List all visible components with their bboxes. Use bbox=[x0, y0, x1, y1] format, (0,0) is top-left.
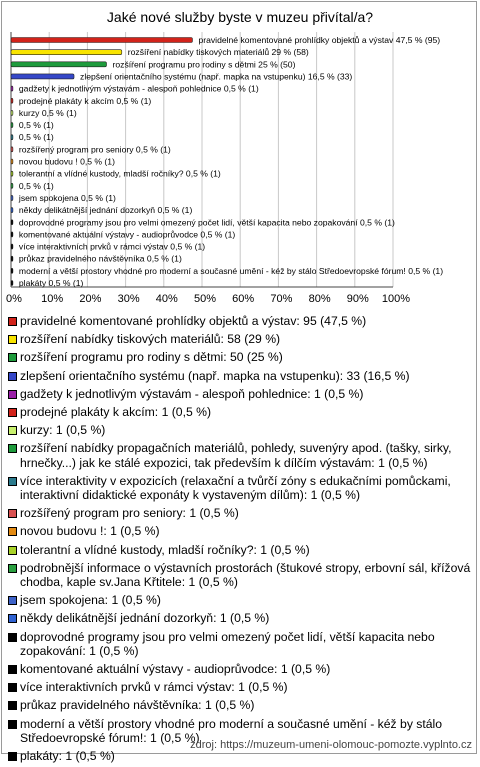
legend-label: jsem spokojena: 1 (0,5 %) bbox=[20, 593, 161, 608]
legend-item bbox=[8, 314, 472, 328]
bar bbox=[11, 135, 13, 140]
legend-label: prodejné plakáty k akcím: 1 (0,5 %) bbox=[20, 405, 212, 420]
legend-swatch bbox=[8, 477, 17, 486]
bar bbox=[11, 183, 13, 188]
x-tick-label: 20% bbox=[79, 293, 102, 305]
legend-swatch bbox=[8, 683, 17, 692]
bar bbox=[11, 256, 13, 261]
bar bbox=[11, 123, 13, 128]
bar-label: jsem spokojena 0,5 % (1) bbox=[18, 192, 116, 203]
bar bbox=[11, 147, 13, 152]
x-tick-label: 60% bbox=[232, 293, 255, 305]
bar-label: 0,5 % (1) bbox=[18, 180, 54, 191]
bar bbox=[11, 195, 13, 200]
bar-label: novou budovu ! 0,5 % (1) bbox=[18, 156, 115, 167]
legend-label: rozšíření nabídky tiskových materiálů: 58 (29 %) bbox=[20, 332, 281, 347]
legend-swatch bbox=[8, 564, 17, 573]
legend-label: pravidelné komentované prohlídky objektů a výstav: 95 (47,5 %) bbox=[20, 314, 367, 328]
bar-label: tolerantní a vlídné kustody, mladší ročníky? 0,5 % (1) bbox=[18, 168, 221, 179]
legend-item bbox=[8, 506, 472, 520]
bar-label: zlepšení orientačního systému (např. mapka na vstupenku) 16,5 % (33) bbox=[80, 71, 353, 82]
legend-swatch bbox=[8, 665, 17, 674]
legend-swatch bbox=[8, 390, 17, 399]
x-tick-label: 10% bbox=[41, 293, 64, 305]
legend-label: doprovodné programy jsou pro velmi omezený počet lidí, větší kapacita nebo zopakování: 1 (0,5 %) bbox=[20, 629, 435, 658]
legend-label: někdy delikátnější jednání dozorkyň: 1 (0,5 %) bbox=[20, 611, 270, 626]
bar-label: rozšíření nabídky tiskových materiálů 29 % (58) bbox=[127, 47, 309, 58]
bar bbox=[11, 244, 13, 249]
legend-item bbox=[8, 611, 472, 625]
legend-swatch bbox=[8, 720, 17, 729]
bar-label: 0,5 % (1) bbox=[18, 120, 54, 131]
bar bbox=[11, 110, 13, 115]
legend-swatch bbox=[8, 546, 17, 555]
legend-label: průkaz pravidelného návštěvníka: 1 (0,5 %) bbox=[20, 698, 255, 713]
bar bbox=[11, 50, 122, 55]
legend-swatch bbox=[8, 408, 17, 417]
legend-label: kurzy: 1 (0,5 %) bbox=[20, 423, 106, 438]
legend-swatch bbox=[8, 614, 17, 623]
x-tick-label: 70% bbox=[270, 293, 293, 305]
legend-item bbox=[8, 630, 472, 658]
bar bbox=[11, 171, 13, 176]
legend-item bbox=[8, 423, 472, 437]
legend-label: zlepšení orientačního systému (např. mapka na vstupenku): 33 (16,5 %) bbox=[20, 368, 410, 383]
legend-item bbox=[8, 387, 472, 401]
legend-label: plakáty: 1 (0,5 %) bbox=[20, 749, 115, 764]
bar bbox=[11, 208, 13, 213]
legend-swatch bbox=[8, 527, 17, 536]
legend bbox=[8, 314, 472, 767]
legend-label: rozšířený program pro seniory: 1 (0,5 %) bbox=[20, 506, 239, 521]
legend-swatch bbox=[8, 596, 17, 605]
bar-label: plakáty 0,5 % (1) bbox=[18, 278, 84, 288]
bar-label: 0,5 % (1) bbox=[18, 132, 54, 143]
bar-label: pravidelné komentované prohlídky objektů a výstav 47,5 % (95) bbox=[198, 35, 441, 45]
bar bbox=[11, 62, 107, 67]
bar-label: komentované aktuální výstavy - audioprůvodce 0,5 % (1) bbox=[18, 229, 236, 240]
legend-swatch bbox=[8, 509, 17, 518]
bar-label: doprovodné programy jsou pro velmi omezený počet lidí, větší kapacita nebo zopakování 0,5 % (1) bbox=[18, 217, 395, 228]
bar-label: rozšíření programu pro rodiny s dětmi 25 % (50) bbox=[112, 59, 296, 70]
bar bbox=[11, 98, 13, 103]
legend-label: rozšíření nabídky propagačních materiálů, pohledy, suvenýry apod. (tašky, sirky, hrnečky...) jak ke stálé expozici, tak především k dílčím výstavám: 1 (0,5 %) bbox=[20, 441, 452, 470]
source-note: zdroj: https://muzeum-umeni-olomouc-pomozte.vyplnto.cz bbox=[190, 739, 472, 751]
legend-swatch bbox=[8, 701, 17, 710]
legend-label: rozšíření programu pro rodiny s dětmi: 50 (25 %) bbox=[20, 350, 283, 365]
chart-title: Jaké nové služby byste v muzeu přivítal/a? bbox=[106, 9, 374, 25]
bar bbox=[11, 74, 74, 79]
bar-label: více interaktivních prvků v rámci výstav 0,5 % (1) bbox=[18, 241, 206, 252]
legend-swatch bbox=[8, 372, 17, 381]
legend-swatch bbox=[8, 335, 17, 344]
x-tick-label: 80% bbox=[308, 293, 331, 305]
legend-item bbox=[8, 698, 472, 712]
legend-item bbox=[8, 332, 472, 346]
legend-item bbox=[8, 524, 472, 538]
x-tick-label: 0% bbox=[6, 293, 22, 305]
bar bbox=[11, 232, 13, 237]
legend-item bbox=[8, 662, 472, 676]
bar-label: moderní a větší prostory vhodné pro moderní a současné umění - kéž by stálo Středoevropské fórum! 0,5 % (1) bbox=[18, 265, 444, 276]
legend-item bbox=[8, 561, 472, 589]
legend-swatch bbox=[8, 444, 17, 453]
bar bbox=[11, 159, 13, 164]
bar bbox=[11, 86, 13, 91]
legend-item bbox=[8, 543, 472, 557]
bar bbox=[11, 220, 13, 225]
legend-label: gadžety k jednotlivým výstavám - alespoň pohlednice: 1 (0,5 %) bbox=[20, 386, 364, 401]
x-tick-label: 30% bbox=[117, 293, 140, 305]
legend-item bbox=[8, 474, 472, 502]
x-tick-label: 90% bbox=[346, 293, 369, 305]
legend-swatch bbox=[8, 353, 17, 362]
bar-label: někdy delikátnější jednání dozorkyň 0,5 % (1) bbox=[18, 205, 193, 216]
legend-item bbox=[8, 369, 472, 383]
legend-item bbox=[8, 441, 472, 469]
legend-item bbox=[8, 350, 472, 364]
x-tick-label: 50% bbox=[193, 293, 217, 305]
legend-label: více interaktivity v expozicích (relaxační a tvůrčí zóny s edukačními pomůckami, interaktivní didaktické exponáty k vystaveným dílům): 1 (0,5 %) bbox=[20, 473, 451, 503]
bar bbox=[11, 281, 13, 286]
x-tick-label: 40% bbox=[155, 293, 178, 305]
legend-label: moderní a větší prostory vhodné pro moderní a současné umění - kéž by stálo Středoevropské fórum!: 1 (0,5 %) bbox=[20, 716, 443, 745]
bar bbox=[11, 268, 13, 273]
bar-label: rozšířený program pro seniory 0,5 % (1) bbox=[18, 144, 171, 155]
legend-label: podrobnější informace o výstavních prostorách (štukové stropy, erbovní sál, křížová chodba, kaple sv.Jana Křtitele: 1 (0,5 %) bbox=[20, 560, 471, 590]
legend-label: tolerantní a vlídné kustody, mladší ročníky?: 1 (0,5 %) bbox=[20, 542, 310, 557]
legend-item bbox=[8, 405, 472, 419]
x-tick-label: 100% bbox=[381, 293, 411, 305]
legend-label: novou budovu !: 1 (0,5 %) bbox=[20, 524, 160, 539]
legend-item bbox=[8, 593, 472, 607]
bar-chart bbox=[0, 0, 480, 310]
bar-label: prodejné plakáty k akcím 0,5 % (1) bbox=[18, 95, 152, 106]
legend-swatch bbox=[8, 633, 17, 642]
bar-label: gadžety k jednotlivým výstavám - alespoň pohlednice 0,5 % (1) bbox=[18, 83, 259, 94]
bar bbox=[11, 38, 192, 43]
bar-label: kurzy 0,5 % (1) bbox=[18, 107, 77, 118]
legend-label: komentované aktuální výstavy - audioprůvodce: 1 (0,5 %) bbox=[20, 662, 331, 677]
bar-label: průkaz pravidelného návštěvníka 0,5 % (1) bbox=[18, 253, 182, 264]
legend-item bbox=[8, 749, 472, 763]
legend-label: více interaktivních prvků v rámci výstav: 1 (0,5 %) bbox=[20, 680, 288, 695]
legend-item bbox=[8, 680, 472, 694]
legend-swatch bbox=[8, 317, 17, 326]
legend-swatch bbox=[8, 426, 17, 435]
